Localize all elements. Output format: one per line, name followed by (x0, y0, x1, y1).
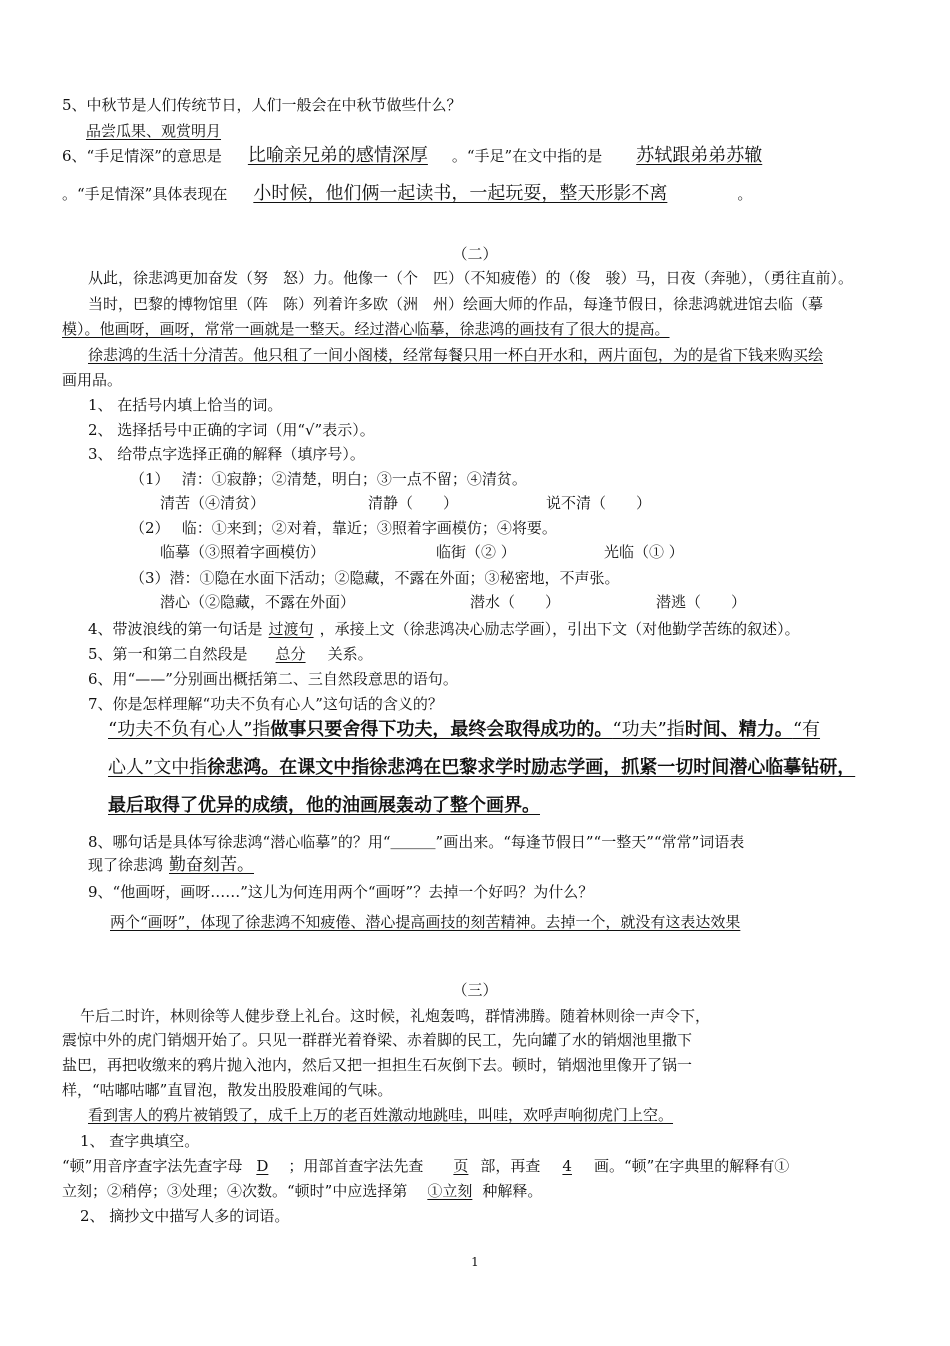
q3-1-definition: （1） 清：①寂静；②清楚，明白；③一点不留；④清贫。 (130, 470, 527, 488)
q4-text-a: 4、带波浪线的第一句话是 (88, 620, 263, 638)
s3-question-1: 1、 查字典填空。 (80, 1132, 200, 1150)
s3-q1-b: ；用部首查字法先查 (288, 1157, 424, 1175)
section-3-heading: （三） (452, 981, 498, 999)
section-2-heading: （二） (452, 245, 498, 263)
s3-para-line4: 样，“咕嘟咕嘟”直冒泡，散发出股股难闻的气味。 (62, 1081, 393, 1099)
q7-ans-a: “功夫不负有心人”指 (108, 719, 271, 740)
q3-2-b: 临街（② ） (436, 543, 516, 561)
s3-q1-answer2: 页 (453, 1157, 469, 1175)
s2-question-6: 6、用“——”分别画出概括第二、三自然段意思的语句。 (88, 670, 458, 688)
s2-question-3: 3、 给带点字选择正确的解释（填序号）。 (88, 445, 365, 463)
s3-question-1-line2 (62, 1181, 542, 1201)
q6-part4: 。 (737, 185, 753, 203)
question-5: 5、中秋节是人们传统节日，人们一般会在中秋节做些什么？ (62, 96, 462, 114)
q3-2-a: 临摹（③照着字画模仿） (160, 543, 326, 561)
q6-part3: 。“手足情深”具体表现在 (62, 185, 228, 203)
q5-text-b: 关系。 (327, 645, 373, 663)
q6-answer2: 苏轼跟弟弟苏辙 (636, 145, 763, 166)
s2-question-2: 2、 选择括号中正确的字词（用“√”表示）。 (88, 421, 375, 439)
q7-ans-c: “功夫”指 (612, 719, 685, 740)
s2-para2-line2: 画用品。 (62, 371, 123, 389)
q7-answer-line1 (108, 717, 820, 743)
s2-para1-line3-text: 模）。他画呀，画呀，常常一画就是一整天。经过潜心临摹，徐悲鸿的画技有了很大的提高。 (62, 320, 670, 338)
s3-q1-a: “顿”用音序查字法先查字母 (62, 1157, 243, 1175)
s3-para-line1: 午后二时许，林则徐等人健步登上礼台。这时候，礼炮轰鸣，群情沸腾。随着林则徐一声令下， (80, 1007, 711, 1025)
s2-para2-summary: 徐悲鸿的生活十分清苦。他只租了一间小阁楼，经常每餐只用一杯白开水和，两片面包，为的是省下钱来购买绘 (88, 346, 824, 364)
s3-q1-e: 立刻；②稍停；③处理；④次数。“顿时”中应选择第 (62, 1182, 408, 1200)
q7-ans-b: 做事只要舍得下功夫，最终会取得成功的。 (270, 719, 613, 740)
q3-3-c: 潜逃（ ） (656, 593, 747, 611)
s2-para1-line3 (62, 319, 670, 339)
s2-para1-line1: 从此，徐悲鸿更加奋发（努 怒）力。他像一（个 匹）（不知疲倦）的（俊 骏）马，日夜（奔驰），（勇往直前）。 (88, 269, 854, 287)
s2-question-5 (88, 644, 373, 664)
q6-answer3: 小时候，他们俩一起读书，一起玩耍，整天形影不离 (253, 183, 668, 204)
page-number: 1 (471, 1255, 479, 1269)
s2-question-4 (88, 619, 800, 639)
s3-q1-f: 种解释。 (482, 1182, 543, 1200)
s3-q1-answer4: ①立刻 (427, 1182, 473, 1200)
s3-q1-answer3: 4 (562, 1157, 572, 1175)
q8-answer: 勤奋刻苦。 (169, 855, 255, 875)
q8-text-a: 现了徐悲鸿 (88, 856, 164, 874)
s3-para2-text: 看到害人的鸦片被销毁了，成千上万的老百姓激动地跳哇，叫哇，欢呼声响彻虎门上空。 (88, 1106, 674, 1124)
q6-part2: 。“手足”在文中指的是 (451, 147, 603, 165)
s2-question-8-line2 (88, 855, 254, 875)
s3-para-line3: 盐巴，再把收缴来的鸦片抛入池内，然后又把一担担生石灰倒下去。顿时，销烟池里像开了锅一 (62, 1056, 693, 1074)
q3-3-definition: （3）潜：①隐在水面下活动；②隐藏，不露在外面；③秘密地，不声张。 (130, 569, 620, 587)
s3-question-1-line1 (62, 1156, 789, 1176)
q7-ans-e: “有 (792, 719, 821, 740)
q3-3-a: 潜心（②隐藏，不露在外面） (160, 593, 356, 611)
q3-1-c: 说不清（ ） (546, 494, 652, 512)
q4-text-b: ，承接上文（徐悲鸿决心励志学画），引出下文（对他勤学苦练的叙述）。 (319, 620, 800, 638)
s3-question-2: 2、 摘抄文中描写人多的词语。 (80, 1207, 290, 1225)
q7-ans2-b: 徐悲鸿。在课文中指徐悲鸿在巴黎求学时励志学画，抓紧一切时间潜心临摹钻研， (207, 757, 856, 778)
q3-2-definition: （2） 临：①来到；②对着，靠近；③照着字画模仿；④将要。 (130, 519, 557, 537)
answer-5 (62, 121, 421, 141)
s2-question-7: 7、你是怎样理解“功夫不负有心人”这句话的含义的？ (88, 695, 443, 713)
q3-1-b: 清静（ ） (368, 494, 459, 512)
s2-para1-line2: 当时，巴黎的博物馆里（阵 陈）列着许多欧（洲 州）绘画大师的作品，每逢节假日，徐悲鸿就进馆去临（摹 (88, 295, 824, 313)
q3-1-a: 清苦（④清贫） (160, 494, 266, 512)
q6-part1: 6、“手足情深”的意思是 (62, 147, 222, 165)
q6-answer1: 比喻亲兄弟的感情深厚 (247, 145, 428, 166)
q3-3-b: 潜水（ ） (470, 593, 561, 611)
q5-answer: 总分 (275, 645, 306, 663)
q7-ans-d: 时间、精力。 (684, 719, 793, 740)
question-6-line1 (62, 146, 762, 166)
s2-question-9: 9、“他画呀，画呀……”这儿为何连用两个“画呀”？去掉一个好吗？为什么？ (88, 883, 594, 901)
question-6-line2 (62, 184, 752, 204)
q7-ans2-a: 心人”文中指 (108, 757, 208, 778)
s3-para-line2: 震惊中外的虎门销烟开始了。只见一群群光着脊梁、赤着脚的民工，先向罐了水的销烟池里撒下 (62, 1031, 693, 1049)
s3-q1-answer1: D (256, 1157, 269, 1175)
s2-para2-line1 (88, 345, 823, 365)
q7-ans3: 最后取得了优异的成绩，他的油画展轰动了整个画界。 (108, 795, 540, 816)
q9-answer-text: 两个“画呀”，体现了徐悲鸿不知疲倦、潜心提高画技的刻苦精神。去掉一个，就没有这表达效果 (110, 913, 741, 931)
q7-answer-line2 (108, 755, 855, 781)
q4-answer: 过渡句 (268, 620, 314, 638)
q5-text-a: 5、第一和第二自然段是 (88, 645, 248, 663)
q7-answer-line3 (108, 793, 562, 819)
s2-question-9-answer (88, 912, 740, 932)
s2-question-1: 1、 在括号内填上恰当的词。 (88, 396, 283, 414)
s2-question-8-line1: 8、哪句话是具体写徐悲鸿“潜心临摹”的？用“＿＿＿”画出来。“每逢节假日”“一整天”“常常”词语表 (88, 833, 745, 851)
s3-q1-d: 画。“顿”在字典里的解释有① (593, 1157, 790, 1175)
q3-2-c: 光临（① ） (604, 543, 684, 561)
answer-5-text: 品尝瓜果、观赏明月 (86, 122, 222, 140)
s3-q1-c: 部，再查 (480, 1157, 541, 1175)
s3-para2 (88, 1105, 673, 1125)
